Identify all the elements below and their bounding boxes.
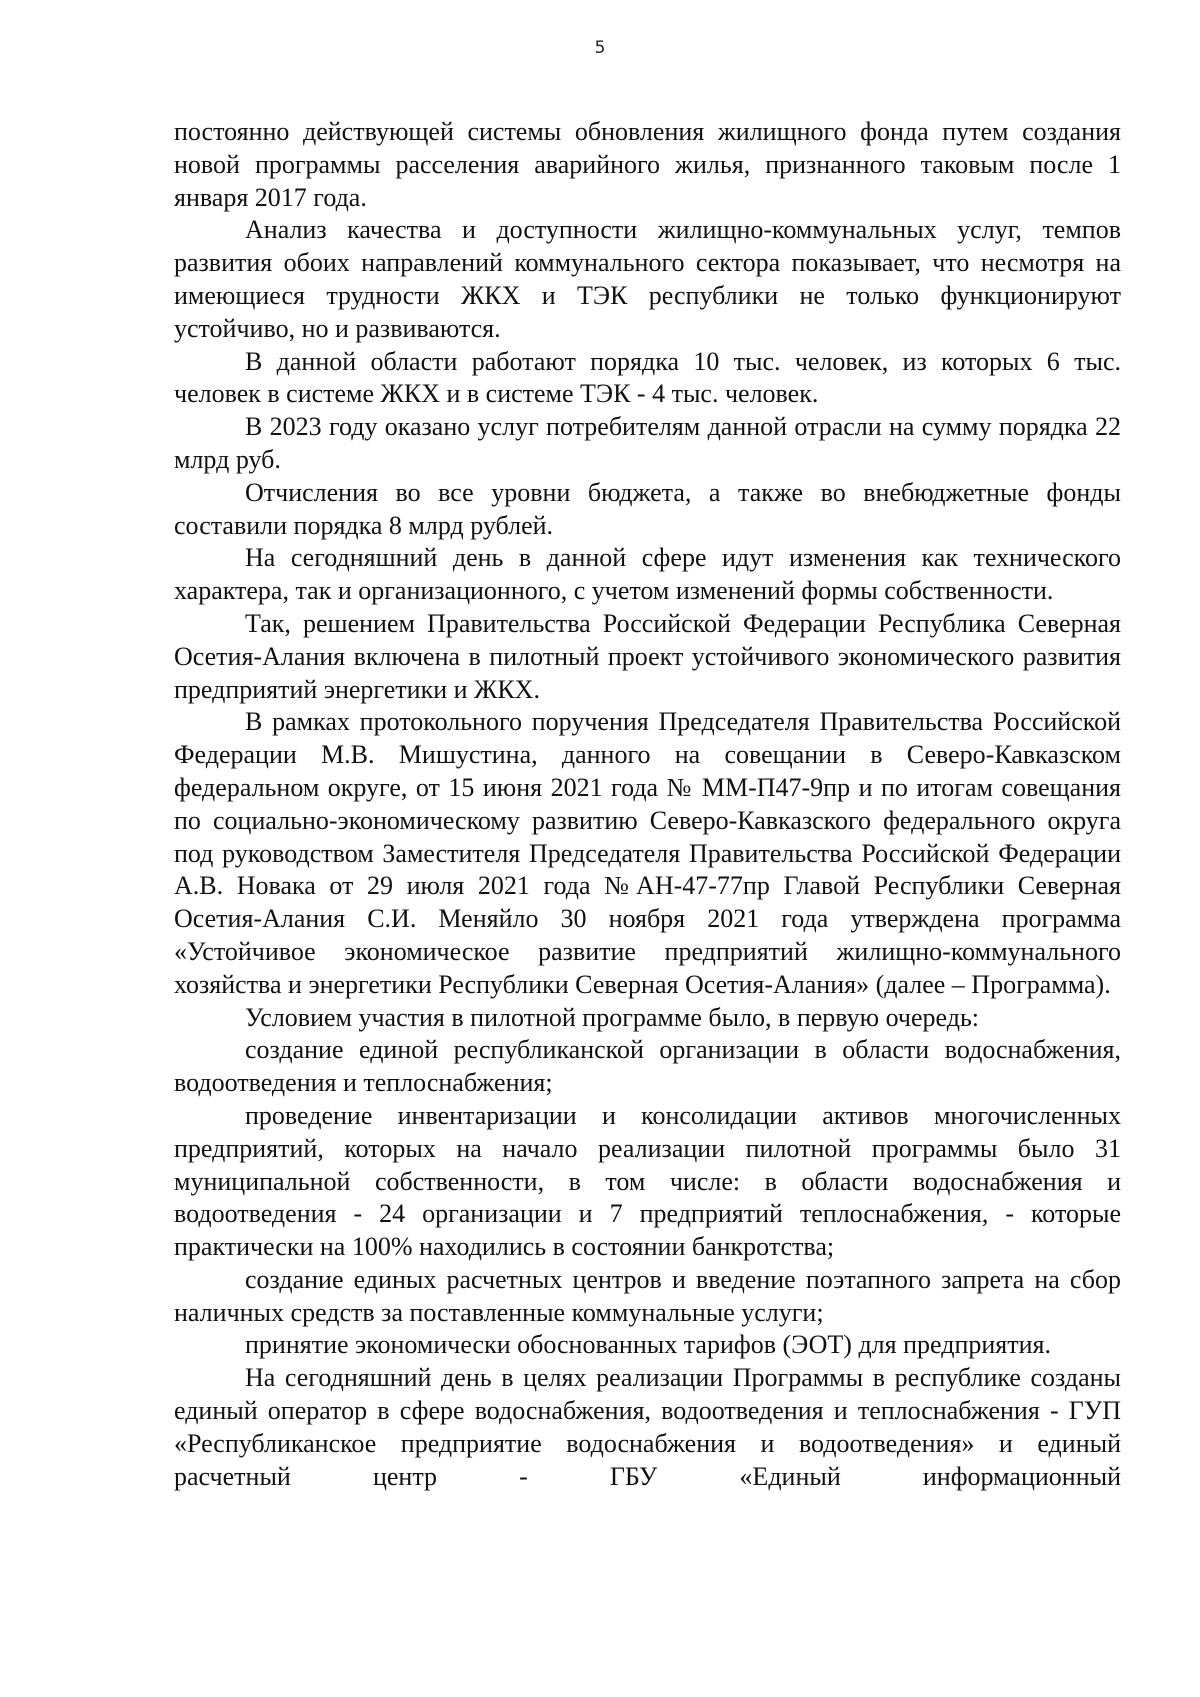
paragraph-employment: В данной области работают порядка 10 тыс. человек, из которых 6 тыс. человек в системе ЖКХ и в системе ТЭК - 4 тыс. человек. xyxy=(174,346,1121,409)
paragraph-condition-inventory: проведение инвентаризации и консолидации активов многочисленных предприятий, которых на начало реализации пилотной программы было 31 муниципальной собственности, в том числе: в области водоснабжения и водоотведения - 24 организации и 7 предприятий теплоснабжения, - которые практически на 100% находились в состоянии банкротства; xyxy=(174,1100,1121,1262)
paragraph-current-state: На сегодняшний день в целях реализации Программы в республике созданы единый оператор в сфере водоснабжения, водоотведения и теплоснабжения - ГУП «Республиканское предприятие водоснабжения и водоотведения» и единый расчетный центр - ГБУ «Единый информационный xyxy=(174,1363,1121,1491)
paragraph-protocol: В рамках протокольного поручения Председателя Правительства Российской Федерации М.В. Мишустина, данного на совещании в Северо-Кавказском федеральном округе, от 15 июня 2021 года № ММ-П47-9пр и по итогам совещания по социально-экономическому развитию Северо-Кавказского федерального округа под руководством Заместителя Председателя Правительства Российской Федерации А.В. Новака от 29 июля 2021 года №АН-47-77пр Главой Республики Северная Осетия-Алания С.И. Меняйло 30 ноября 2021 года утверждена программа «Устойчивое экономическое развитие предприятий жилищно-коммунального хозяйства и энергетики Республики Северная Осетия-Алания» (далее – Программа). xyxy=(174,707,1121,999)
paragraph-pilot-project: Так, решением Правительства Российской Федерации Республика Северная Осетия-Алания включена в пилотный проект устойчивого экономического развития предприятий энергетики и ЖКХ. xyxy=(174,608,1121,704)
page-number: 5 xyxy=(594,38,606,58)
paragraph-budget: Отчисления во все уровни бюджета, а также во внебюджетные фонды составили порядка 8 млрд рублей. xyxy=(174,477,1121,540)
paragraph-services-2023: В 2023 году оказано услуг потребителям данной отрасли на сумму порядка 22 млрд руб. xyxy=(174,412,1121,474)
paragraph-analysis: Анализ качества и доступности жилищно-коммунальных услуг, темпов развития обоих направлений коммунального сектора показывает, что несмотря на имеющиеся трудности ЖКХ и ТЭК республики не только функционируют устойчиво, но и развиваются. xyxy=(174,215,1121,343)
paragraph-changes: На сегодняшний день в данной сфере идут изменения как технического характера, так и организационного, с учетом изменений формы собственности. xyxy=(174,543,1121,606)
document-body xyxy=(174,116,1121,1493)
paragraph-conditions: Условием участия в пилотной программе было, в первую очередь: xyxy=(245,1002,980,1032)
paragraph-condition-tariffs: принятие экономически обоснованных тарифов (ЭОТ) для предприятия. xyxy=(245,1330,1051,1360)
paragraph-continuation: постоянно действующей системы обновления жилищного фонда путем создания новой программы расселения аварийного жилья, признанного таковым после 1 января 2017 года. xyxy=(174,117,1121,212)
paragraph-condition-settlement: создание единых расчетных центров и введение поэтапного запрета на сбор наличных средств за поставленные коммунальные услуги; xyxy=(174,1264,1121,1327)
paragraph-condition-single-org: создание единой республиканской организации в области водоснабжения, водоотведения и теплоснабжения; xyxy=(174,1035,1121,1098)
